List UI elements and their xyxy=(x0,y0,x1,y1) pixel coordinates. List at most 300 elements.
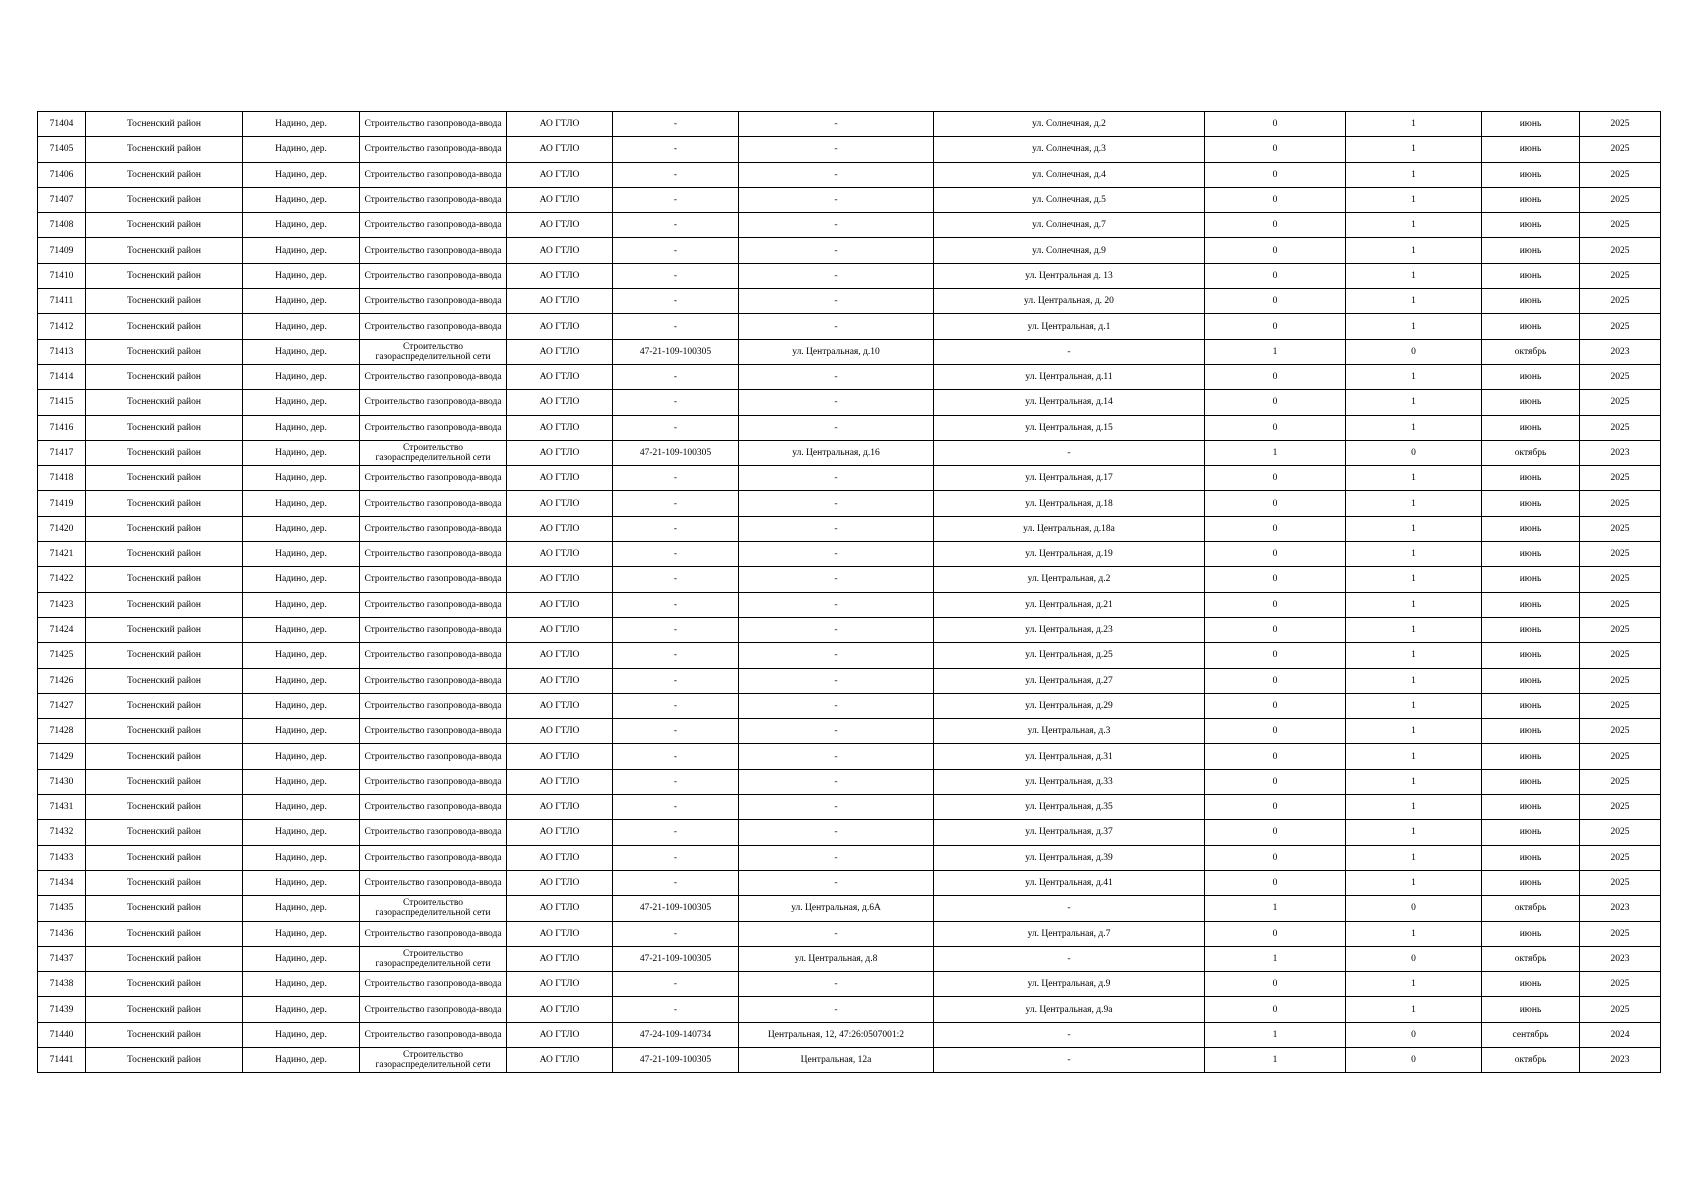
count-b-cell: 1 xyxy=(1346,567,1482,592)
organization-cell: АО ГТЛО xyxy=(507,238,613,263)
settlement-cell: Надино, дер. xyxy=(243,870,360,895)
registration-number-cell: - xyxy=(613,795,739,820)
count-b-cell: 1 xyxy=(1346,415,1482,440)
registration-number-cell: - xyxy=(613,744,739,769)
settlement-cell: Надино, дер. xyxy=(243,491,360,516)
settlement-cell: Надино, дер. xyxy=(243,364,360,389)
work-type-cell: Строительство газопровода-ввода xyxy=(360,693,507,718)
year-cell: 2023 xyxy=(1580,440,1661,465)
work-type-cell: Строительство газопровода-ввода xyxy=(360,390,507,415)
object-address-cell: - xyxy=(739,845,934,870)
year-cell: 2025 xyxy=(1580,997,1661,1022)
settlement-cell: Надино, дер. xyxy=(243,896,360,921)
count-a-cell: 0 xyxy=(1205,719,1346,744)
settlement-cell: Надино, дер. xyxy=(243,1022,360,1047)
district-cell: Тосненский район xyxy=(86,213,243,238)
count-b-cell: 1 xyxy=(1346,187,1482,212)
work-type-cell: Строительство газораспределительной сети xyxy=(360,896,507,921)
work-type-cell: Строительство газопровода-ввода xyxy=(360,592,507,617)
count-b-cell: 1 xyxy=(1346,466,1482,491)
month-cell: октябрь xyxy=(1482,1047,1580,1072)
count-a-cell: 0 xyxy=(1205,643,1346,668)
organization-cell: АО ГТЛО xyxy=(507,997,613,1022)
registration-number-cell: - xyxy=(613,466,739,491)
table-row xyxy=(38,364,1661,389)
row-id-cell: 71429 xyxy=(38,744,86,769)
count-a-cell: 0 xyxy=(1205,668,1346,693)
connection-address-cell: ул. Солнечная, д.3 xyxy=(934,137,1205,162)
year-cell: 2025 xyxy=(1580,795,1661,820)
connection-address-cell: ул. Солнечная, д.7 xyxy=(934,213,1205,238)
connection-address-cell: ул. Центральная, д.14 xyxy=(934,390,1205,415)
organization-cell: АО ГТЛО xyxy=(507,289,613,314)
settlement-cell: Надино, дер. xyxy=(243,567,360,592)
organization-cell: АО ГТЛО xyxy=(507,137,613,162)
month-cell: июнь xyxy=(1482,390,1580,415)
count-a-cell: 0 xyxy=(1205,820,1346,845)
count-b-cell: 1 xyxy=(1346,137,1482,162)
year-cell: 2025 xyxy=(1580,643,1661,668)
object-address-cell: - xyxy=(739,870,934,895)
district-cell: Тосненский район xyxy=(86,896,243,921)
work-type-cell: Строительство газораспределительной сети xyxy=(360,339,507,364)
row-id-cell: 71439 xyxy=(38,997,86,1022)
connection-address-cell: ул. Центральная, д.1 xyxy=(934,314,1205,339)
organization-cell: АО ГТЛО xyxy=(507,946,613,971)
table-row xyxy=(38,592,1661,617)
organization-cell: АО ГТЛО xyxy=(507,213,613,238)
district-cell: Тосненский район xyxy=(86,112,243,137)
district-cell: Тосненский район xyxy=(86,187,243,212)
district-cell: Тосненский район xyxy=(86,719,243,744)
year-cell: 2025 xyxy=(1580,921,1661,946)
month-cell: июнь xyxy=(1482,516,1580,541)
year-cell: 2025 xyxy=(1580,238,1661,263)
work-type-cell: Строительство газопровода-ввода xyxy=(360,617,507,642)
organization-cell: АО ГТЛО xyxy=(507,390,613,415)
district-cell: Тосненский район xyxy=(86,744,243,769)
district-cell: Тосненский район xyxy=(86,921,243,946)
year-cell: 2025 xyxy=(1580,162,1661,187)
settlement-cell: Надино, дер. xyxy=(243,744,360,769)
count-a-cell: 0 xyxy=(1205,390,1346,415)
row-id-cell: 71437 xyxy=(38,946,86,971)
count-a-cell: 0 xyxy=(1205,870,1346,895)
year-cell: 2025 xyxy=(1580,542,1661,567)
table-row xyxy=(38,1022,1661,1047)
table-row xyxy=(38,213,1661,238)
month-cell: июнь xyxy=(1482,719,1580,744)
district-cell: Тосненский район xyxy=(86,668,243,693)
count-a-cell: 0 xyxy=(1205,769,1346,794)
month-cell: июнь xyxy=(1482,845,1580,870)
year-cell: 2025 xyxy=(1580,390,1661,415)
registration-number-cell: - xyxy=(613,845,739,870)
table-row xyxy=(38,668,1661,693)
settlement-cell: Надино, дер. xyxy=(243,668,360,693)
table-row xyxy=(38,744,1661,769)
row-id-cell: 71422 xyxy=(38,567,86,592)
registration-number-cell: - xyxy=(613,643,739,668)
count-b-cell: 1 xyxy=(1346,921,1482,946)
organization-cell: АО ГТЛО xyxy=(507,1047,613,1072)
row-id-cell: 71430 xyxy=(38,769,86,794)
count-b-cell: 1 xyxy=(1346,643,1482,668)
row-id-cell: 71406 xyxy=(38,162,86,187)
organization-cell: АО ГТЛО xyxy=(507,668,613,693)
registration-number-cell: - xyxy=(613,162,739,187)
district-cell: Тосненский район xyxy=(86,137,243,162)
month-cell: июнь xyxy=(1482,744,1580,769)
connection-address-cell: ул. Центральная, д.11 xyxy=(934,364,1205,389)
work-type-cell: Строительство газопровода-ввода xyxy=(360,997,507,1022)
object-address-cell: Центральная, 12а xyxy=(739,1047,934,1072)
object-address-cell: - xyxy=(739,364,934,389)
work-type-cell: Строительство газопровода-ввода xyxy=(360,744,507,769)
object-address-cell: - xyxy=(739,187,934,212)
connection-address-cell: - xyxy=(934,1022,1205,1047)
organization-cell: АО ГТЛО xyxy=(507,795,613,820)
count-a-cell: 0 xyxy=(1205,263,1346,288)
month-cell: июнь xyxy=(1482,972,1580,997)
object-address-cell: - xyxy=(739,643,934,668)
district-cell: Тосненский район xyxy=(86,643,243,668)
settlement-cell: Надино, дер. xyxy=(243,643,360,668)
table-row xyxy=(38,693,1661,718)
count-a-cell: 0 xyxy=(1205,845,1346,870)
count-b-cell: 1 xyxy=(1346,162,1482,187)
connection-address-cell: ул. Центральная, д.29 xyxy=(934,693,1205,718)
organization-cell: АО ГТЛО xyxy=(507,162,613,187)
count-a-cell: 0 xyxy=(1205,592,1346,617)
work-type-cell: Строительство газопровода-ввода xyxy=(360,542,507,567)
count-a-cell: 1 xyxy=(1205,946,1346,971)
district-cell: Тосненский район xyxy=(86,795,243,820)
row-id-cell: 71410 xyxy=(38,263,86,288)
object-address-cell: - xyxy=(739,921,934,946)
organization-cell: АО ГТЛО xyxy=(507,693,613,718)
month-cell: октябрь xyxy=(1482,339,1580,364)
district-cell: Тосненский район xyxy=(86,769,243,794)
object-address-cell: ул. Центральная, д.16 xyxy=(739,440,934,465)
registration-number-cell: - xyxy=(613,567,739,592)
registration-number-cell: 47-21-109-100305 xyxy=(613,440,739,465)
organization-cell: АО ГТЛО xyxy=(507,921,613,946)
count-a-cell: 0 xyxy=(1205,187,1346,212)
connection-address-cell: - xyxy=(934,896,1205,921)
work-type-cell: Строительство газопровода-ввода xyxy=(360,719,507,744)
count-a-cell: 0 xyxy=(1205,112,1346,137)
table-row xyxy=(38,946,1661,971)
table-body xyxy=(38,112,1661,1073)
settlement-cell: Надино, дер. xyxy=(243,187,360,212)
table-row xyxy=(38,415,1661,440)
connection-address-cell: ул. Центральная, д.37 xyxy=(934,820,1205,845)
count-b-cell: 1 xyxy=(1346,845,1482,870)
object-address-cell: - xyxy=(739,415,934,440)
connection-address-cell: ул. Центральная, д.15 xyxy=(934,415,1205,440)
settlement-cell: Надино, дер. xyxy=(243,516,360,541)
year-cell: 2025 xyxy=(1580,845,1661,870)
district-cell: Тосненский район xyxy=(86,1047,243,1072)
work-type-cell: Строительство газопровода-ввода xyxy=(360,137,507,162)
work-type-cell: Строительство газопровода-ввода xyxy=(360,238,507,263)
object-address-cell: - xyxy=(739,162,934,187)
month-cell: июнь xyxy=(1482,643,1580,668)
registration-number-cell: - xyxy=(613,415,739,440)
work-type-cell: Строительство газопровода-ввода xyxy=(360,213,507,238)
count-a-cell: 0 xyxy=(1205,238,1346,263)
connection-address-cell: ул. Центральная, д.9 xyxy=(934,972,1205,997)
settlement-cell: Надино, дер. xyxy=(243,1047,360,1072)
count-a-cell: 0 xyxy=(1205,972,1346,997)
row-id-cell: 71419 xyxy=(38,491,86,516)
count-a-cell: 0 xyxy=(1205,693,1346,718)
count-b-cell: 1 xyxy=(1346,213,1482,238)
work-type-cell: Строительство газопровода-ввода xyxy=(360,870,507,895)
count-a-cell: 0 xyxy=(1205,162,1346,187)
object-address-cell: - xyxy=(739,263,934,288)
year-cell: 2025 xyxy=(1580,289,1661,314)
object-address-cell: - xyxy=(739,997,934,1022)
row-id-cell: 71407 xyxy=(38,187,86,212)
district-cell: Тосненский район xyxy=(86,289,243,314)
connection-address-cell: - xyxy=(934,440,1205,465)
settlement-cell: Надино, дер. xyxy=(243,693,360,718)
object-address-cell: ул. Центральная, д.10 xyxy=(739,339,934,364)
settlement-cell: Надино, дер. xyxy=(243,617,360,642)
work-type-cell: Строительство газопровода-ввода xyxy=(360,668,507,693)
count-b-cell: 1 xyxy=(1346,263,1482,288)
object-address-cell: - xyxy=(739,719,934,744)
year-cell: 2025 xyxy=(1580,137,1661,162)
table-row xyxy=(38,617,1661,642)
work-type-cell: Строительство газопровода-ввода xyxy=(360,567,507,592)
count-b-cell: 1 xyxy=(1346,744,1482,769)
table-row xyxy=(38,795,1661,820)
row-id-cell: 71427 xyxy=(38,693,86,718)
registration-number-cell: - xyxy=(613,491,739,516)
year-cell: 2025 xyxy=(1580,415,1661,440)
count-b-cell: 1 xyxy=(1346,364,1482,389)
object-address-cell: - xyxy=(739,567,934,592)
count-a-cell: 0 xyxy=(1205,466,1346,491)
work-type-cell: Строительство газопровода-ввода xyxy=(360,187,507,212)
organization-cell: АО ГТЛО xyxy=(507,466,613,491)
row-id-cell: 71434 xyxy=(38,870,86,895)
work-type-cell: Строительство газопровода-ввода xyxy=(360,289,507,314)
registration-number-cell: 47-21-109-100305 xyxy=(613,1047,739,1072)
count-a-cell: 0 xyxy=(1205,364,1346,389)
table-row xyxy=(38,516,1661,541)
year-cell: 2025 xyxy=(1580,364,1661,389)
table-row xyxy=(38,896,1661,921)
month-cell: октябрь xyxy=(1482,946,1580,971)
month-cell: октябрь xyxy=(1482,440,1580,465)
organization-cell: АО ГТЛО xyxy=(507,112,613,137)
count-b-cell: 0 xyxy=(1346,440,1482,465)
object-address-cell: - xyxy=(739,668,934,693)
organization-cell: АО ГТЛО xyxy=(507,643,613,668)
settlement-cell: Надино, дер. xyxy=(243,921,360,946)
district-cell: Тосненский район xyxy=(86,238,243,263)
settlement-cell: Надино, дер. xyxy=(243,339,360,364)
object-address-cell: - xyxy=(739,744,934,769)
work-type-cell: Строительство газораспределительной сети xyxy=(360,1047,507,1072)
connection-address-cell: ул. Центральная, д.31 xyxy=(934,744,1205,769)
count-b-cell: 1 xyxy=(1346,112,1482,137)
table-row xyxy=(38,870,1661,895)
registration-number-cell: - xyxy=(613,668,739,693)
month-cell: июнь xyxy=(1482,542,1580,567)
month-cell: июнь xyxy=(1482,263,1580,288)
settlement-cell: Надино, дер. xyxy=(243,845,360,870)
settlement-cell: Надино, дер. xyxy=(243,162,360,187)
count-a-cell: 0 xyxy=(1205,289,1346,314)
district-cell: Тосненский район xyxy=(86,870,243,895)
row-id-cell: 71408 xyxy=(38,213,86,238)
object-address-cell: ул. Центральная, д.8 xyxy=(739,946,934,971)
object-address-cell: - xyxy=(739,972,934,997)
connection-address-cell: ул. Солнечная, д.9 xyxy=(934,238,1205,263)
count-b-cell: 0 xyxy=(1346,896,1482,921)
work-type-cell: Строительство газопровода-ввода xyxy=(360,415,507,440)
work-type-cell: Строительство газораспределительной сети xyxy=(360,440,507,465)
count-b-cell: 1 xyxy=(1346,542,1482,567)
registration-number-cell: - xyxy=(613,997,739,1022)
month-cell: июнь xyxy=(1482,795,1580,820)
organization-cell: АО ГТЛО xyxy=(507,617,613,642)
work-type-cell: Строительство газопровода-ввода xyxy=(360,820,507,845)
object-address-cell: - xyxy=(739,516,934,541)
year-cell: 2023 xyxy=(1580,896,1661,921)
month-cell: июнь xyxy=(1482,238,1580,263)
object-address-cell: - xyxy=(739,542,934,567)
registration-number-cell: 47-24-109-140734 xyxy=(613,1022,739,1047)
registration-number-cell: - xyxy=(613,820,739,845)
district-cell: Тосненский район xyxy=(86,339,243,364)
month-cell: июнь xyxy=(1482,820,1580,845)
month-cell: июнь xyxy=(1482,289,1580,314)
work-type-cell: Строительство газопровода-ввода xyxy=(360,466,507,491)
work-type-cell: Строительство газопровода-ввода xyxy=(360,112,507,137)
table-row xyxy=(38,112,1661,137)
settlement-cell: Надино, дер. xyxy=(243,820,360,845)
district-cell: Тосненский район xyxy=(86,364,243,389)
row-id-cell: 71418 xyxy=(38,466,86,491)
organization-cell: АО ГТЛО xyxy=(507,567,613,592)
count-b-cell: 1 xyxy=(1346,592,1482,617)
district-cell: Тосненский район xyxy=(86,415,243,440)
month-cell: октябрь xyxy=(1482,896,1580,921)
connection-address-cell: ул. Центральная, д.23 xyxy=(934,617,1205,642)
month-cell: июнь xyxy=(1482,870,1580,895)
year-cell: 2025 xyxy=(1580,516,1661,541)
year-cell: 2025 xyxy=(1580,769,1661,794)
organization-cell: АО ГТЛО xyxy=(507,314,613,339)
district-cell: Тосненский район xyxy=(86,263,243,288)
count-a-cell: 0 xyxy=(1205,744,1346,769)
row-id-cell: 71428 xyxy=(38,719,86,744)
connection-address-cell: - xyxy=(934,946,1205,971)
month-cell: июнь xyxy=(1482,187,1580,212)
organization-cell: АО ГТЛО xyxy=(507,744,613,769)
settlement-cell: Надино, дер. xyxy=(243,769,360,794)
year-cell: 2025 xyxy=(1580,592,1661,617)
organization-cell: АО ГТЛО xyxy=(507,440,613,465)
registration-number-cell: - xyxy=(613,617,739,642)
registration-number-cell: - xyxy=(613,719,739,744)
settlement-cell: Надино, дер. xyxy=(243,137,360,162)
object-address-cell: - xyxy=(739,795,934,820)
table-row xyxy=(38,643,1661,668)
organization-cell: АО ГТЛО xyxy=(507,364,613,389)
district-cell: Тосненский район xyxy=(86,542,243,567)
object-address-cell: - xyxy=(739,137,934,162)
settlement-cell: Надино, дер. xyxy=(243,213,360,238)
registration-number-cell: - xyxy=(613,693,739,718)
object-address-cell: - xyxy=(739,112,934,137)
count-a-cell: 0 xyxy=(1205,314,1346,339)
connection-address-cell: ул. Центральная, д.17 xyxy=(934,466,1205,491)
object-address-cell: - xyxy=(739,314,934,339)
district-cell: Тосненский район xyxy=(86,440,243,465)
count-a-cell: 1 xyxy=(1205,896,1346,921)
row-id-cell: 71411 xyxy=(38,289,86,314)
count-a-cell: 0 xyxy=(1205,617,1346,642)
year-cell: 2025 xyxy=(1580,693,1661,718)
year-cell: 2025 xyxy=(1580,972,1661,997)
count-a-cell: 0 xyxy=(1205,997,1346,1022)
connection-address-cell: ул. Солнечная, д.4 xyxy=(934,162,1205,187)
row-id-cell: 71409 xyxy=(38,238,86,263)
table-row xyxy=(38,390,1661,415)
district-cell: Тосненский район xyxy=(86,845,243,870)
organization-cell: АО ГТЛО xyxy=(507,187,613,212)
connection-address-cell: ул. Солнечная, д.2 xyxy=(934,112,1205,137)
year-cell: 2025 xyxy=(1580,466,1661,491)
settlement-cell: Надино, дер. xyxy=(243,795,360,820)
table-row xyxy=(38,820,1661,845)
district-cell: Тосненский район xyxy=(86,1022,243,1047)
count-b-cell: 1 xyxy=(1346,516,1482,541)
table-row xyxy=(38,440,1661,465)
row-id-cell: 71433 xyxy=(38,845,86,870)
table-row xyxy=(38,187,1661,212)
row-id-cell: 71423 xyxy=(38,592,86,617)
connection-address-cell: ул. Центральная, д.33 xyxy=(934,769,1205,794)
table-row xyxy=(38,921,1661,946)
registration-number-cell: - xyxy=(613,769,739,794)
district-cell: Тосненский район xyxy=(86,491,243,516)
month-cell: июнь xyxy=(1482,314,1580,339)
organization-cell: АО ГТЛО xyxy=(507,415,613,440)
district-cell: Тосненский район xyxy=(86,972,243,997)
settlement-cell: Надино, дер. xyxy=(243,542,360,567)
settlement-cell: Надино, дер. xyxy=(243,719,360,744)
row-id-cell: 71432 xyxy=(38,820,86,845)
count-b-cell: 0 xyxy=(1346,339,1482,364)
registration-number-cell: - xyxy=(613,263,739,288)
settlement-cell: Надино, дер. xyxy=(243,997,360,1022)
registration-number-cell: - xyxy=(613,137,739,162)
month-cell: июнь xyxy=(1482,491,1580,516)
work-type-cell: Строительство газопровода-ввода xyxy=(360,643,507,668)
count-a-cell: 0 xyxy=(1205,415,1346,440)
count-a-cell: 1 xyxy=(1205,1047,1346,1072)
organization-cell: АО ГТЛО xyxy=(507,263,613,288)
object-address-cell: - xyxy=(739,820,934,845)
